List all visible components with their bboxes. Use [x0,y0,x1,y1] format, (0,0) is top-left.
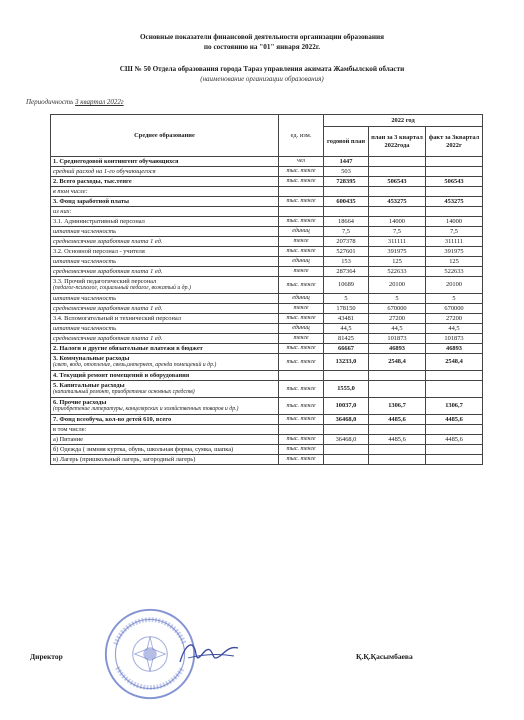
q3-fact-cell: 27200 [426,314,483,324]
unit-cell: тыс. тенге [279,217,324,227]
q3-plan-cell: 20100 [369,277,426,294]
row-note: (педагог-психолог, социальный педагог, вожатый и др.) [53,285,191,292]
table-row [51,354,483,371]
annual-plan-cell [324,455,369,465]
table-row [51,157,483,167]
row-label: среднемесячная заработная плата 1 ед. [53,267,163,275]
row-label: штатная численность [53,227,117,235]
unit-cell: тыс. тенге [279,381,324,398]
row-label: 6. Прочие расходы [53,399,107,407]
q3-plan-cell: 5 [369,294,426,304]
doc-title-line2: по состоянию на "01" января 2022г. [203,43,321,51]
table-row [51,294,483,304]
unit-cell: тенге [279,237,324,247]
q3-fact-cell [426,207,483,217]
unit-cell [279,425,324,435]
row-label-cell [51,435,279,445]
row-label: 1. Среднегодовой контингент обучающихся [53,157,179,165]
row-label-cell [51,304,279,314]
unit-cell [279,371,324,381]
unit-cell: тенге [279,267,324,277]
annual-plan-cell: 10037,0 [324,398,369,415]
row-label-cell [51,157,279,167]
table-row [51,314,483,324]
q3-plan-cell [369,187,426,197]
row-label: 3.2. Основной персонал - учителя [53,247,145,255]
annual-plan-cell: 81425 [324,334,369,344]
row-label: 3. Коммунальные расходы [53,355,130,363]
row-label-cell [51,177,279,187]
unit-cell: тенге [279,334,324,344]
unit-cell: тенге [279,304,324,314]
q3-fact-cell [426,445,483,455]
q3-fact-cell: 4485,6 [426,435,483,445]
table-row [51,344,483,354]
q3-fact-cell: 101873 [426,334,483,344]
annual-plan-cell: 1447 [324,157,369,167]
row-label-cell [51,237,279,247]
q3-plan-cell: 522633 [369,267,426,277]
row-label: штатная численность [53,257,117,265]
annual-plan-cell: 207378 [324,237,369,247]
row-label-cell [51,277,279,294]
director-label: Директор [30,652,63,661]
q3-fact-cell [426,455,483,465]
q3-fact-cell [426,381,483,398]
row-label-cell [51,415,279,425]
annual-plan-cell [324,425,369,435]
q3-plan-cell [369,381,426,398]
q3-plan-cell: 14000 [369,217,426,227]
table-row [51,277,483,294]
annual-plan-cell: 10689 [324,277,369,294]
unit-cell: тыс. тенге [279,197,324,207]
annual-plan-cell [324,371,369,381]
row-label: 3.3. Прочий педагогический персонал [53,278,157,286]
annual-plan-cell: 503 [324,167,369,177]
row-label: штатная численность [53,324,117,332]
row-label: а) Питание [53,435,83,443]
q3-plan-cell: 670000 [369,304,426,314]
unit-cell: тыс. тенге [279,455,324,465]
table-row [51,371,483,381]
header-annual-plan: годовой план [324,127,369,157]
annual-plan-cell: 5 [324,294,369,304]
header-q3-plan: план за 3 квартал 2022года [369,127,426,157]
q3-plan-cell: 4485,6 [369,435,426,445]
unit-cell: тыс. тенге [279,415,324,425]
row-label: в том числе: [53,425,87,433]
q3-fact-cell: 4485,6 [426,415,483,425]
table-row [51,435,483,445]
table-row [51,207,483,217]
annual-plan-cell: 527601 [324,247,369,257]
q3-plan-cell [369,445,426,455]
table-row [51,227,483,237]
row-label: 7. Фонд всеобуча, кол-во детей 610, всего [53,415,172,423]
annual-plan-cell: 600435 [324,197,369,207]
row-label-cell [51,257,279,267]
row-label-cell [51,167,279,177]
unit-cell: тыс. тенге [279,398,324,415]
q3-fact-cell: 44,5 [426,324,483,334]
table-row [51,257,483,267]
table-row [51,381,483,398]
row-label: средний расход на 1-го обучающегося [53,167,156,175]
row-label: среднемесячная заработная плата 1 ед. [53,334,163,342]
q3-plan-cell: 7,5 [369,227,426,237]
q3-fact-cell: 522633 [426,267,483,277]
table-row [51,415,483,425]
annual-plan-cell: 13233,0 [324,354,369,371]
unit-cell: единиц [279,227,324,237]
signature-mark [176,636,242,670]
row-label-cell [51,354,279,371]
q3-plan-cell [369,167,426,177]
annual-plan-cell: 18664 [324,217,369,227]
q3-plan-cell: 46893 [369,344,426,354]
row-label-cell [51,381,279,398]
q3-plan-cell [369,371,426,381]
row-label-cell [51,227,279,237]
row-label-cell [51,455,279,465]
table-row [51,217,483,227]
annual-plan-cell: 287364 [324,267,369,277]
doc-title-line1: Основные показатели финансовой деятельности организации образования [139,33,385,41]
q3-fact-cell: 2548,4 [426,354,483,371]
unit-cell: тыс. тенге [279,277,324,294]
row-label: 3.4. Вспомогательный и технический персонал [53,314,181,322]
row-label: в) Лагерь (пришкольный лагерь, загородный лагерь) [53,455,196,463]
organization-name: СШ № 50 Отдела образования города Тараз управления акимата Жамбылской области [119,65,405,73]
q3-fact-cell: 506543 [426,177,483,187]
periodicity [26,98,124,106]
unit-cell: чел [279,157,324,167]
q3-fact-cell: 7,5 [426,227,483,237]
periodicity-label: Периодичность [26,98,74,106]
table-row [51,455,483,465]
q3-plan-cell [369,425,426,435]
table-row [51,237,483,247]
annual-plan-cell: 36468,0 [324,435,369,445]
row-label-cell [51,294,279,304]
q3-plan-cell: 4485,6 [369,415,426,425]
q3-fact-cell [426,167,483,177]
row-label-cell [51,371,279,381]
table-row [51,324,483,334]
unit-cell: тыс. тенге [279,177,324,187]
q3-plan-cell: 311111 [369,237,426,247]
row-label-cell [51,344,279,354]
table-row [51,398,483,415]
annual-plan-cell: 178150 [324,304,369,314]
table-row [51,267,483,277]
row-label-cell [51,314,279,324]
row-label-cell [51,267,279,277]
q3-fact-cell: 670000 [426,304,483,314]
q3-plan-cell: 44,5 [369,324,426,334]
q3-fact-cell: 311111 [426,237,483,247]
row-label: 3. Фонд заработной платы [53,197,130,205]
row-label: 3.1. Административный персонал [53,217,145,225]
unit-cell [279,187,324,197]
row-label-cell [51,324,279,334]
annual-plan-cell: 43481 [324,314,369,324]
annual-plan-cell: 44,5 [324,324,369,334]
q3-plan-cell: 27200 [369,314,426,324]
table-row [51,167,483,177]
annual-plan-cell: 36468,0 [324,415,369,425]
table-row [51,304,483,314]
row-label-cell [51,425,279,435]
table-row [51,334,483,344]
annual-plan-cell [324,207,369,217]
table-row [51,197,483,207]
organization-caption: (наименование организации образования) [200,75,324,83]
header-unit: ед. изм. [279,115,324,157]
q3-fact-cell: 14000 [426,217,483,227]
row-label-cell [51,187,279,197]
unit-cell: тыс. тенге [279,354,324,371]
header-q3-fact: факт за 3квартал 2022г [426,127,483,157]
periodicity-value: 3 квартал 2022г [75,98,124,106]
row-label: среднемесячная заработная плата 1 ед. [53,237,163,245]
header-name: Среднее образование [51,115,279,157]
q3-plan-cell [369,455,426,465]
table-row [51,445,483,455]
table-row [51,177,483,187]
q3-plan-cell: 2548,4 [369,354,426,371]
q3-plan-cell: 125 [369,257,426,267]
annual-plan-cell: 7,5 [324,227,369,237]
row-label: б) Одежда ( зимняя куртка, обувь, школьная форма, сумка, шапка) [53,445,234,453]
financial-table [50,114,483,465]
row-label-cell [51,247,279,257]
row-label: в том числе: [53,187,88,195]
unit-cell: тыс. тенге [279,435,324,445]
row-label: 2. Всего расходы, тыс.тенге [53,177,132,185]
q3-plan-cell: 391975 [369,247,426,257]
header-year: 2022 год [324,115,483,127]
q3-fact-cell [426,187,483,197]
q3-fact-cell: 5 [426,294,483,304]
unit-cell: единиц [279,257,324,267]
table-row [51,247,483,257]
row-label: среднемесячная заработная плата 1 ед. [53,304,163,312]
row-note: (капитальный ремонт, приобретение основных средств) [53,389,195,396]
row-label-cell [51,334,279,344]
annual-plan-cell: 1555,0 [324,381,369,398]
annual-plan-cell [324,445,369,455]
row-label-cell [51,197,279,207]
q3-plan-cell: 1306,7 [369,398,426,415]
q3-plan-cell: 506543 [369,177,426,187]
row-label: штатная численность [53,294,117,302]
row-label-cell [51,217,279,227]
annual-plan-cell: 153 [324,257,369,267]
unit-cell: тыс. тенге [279,314,324,324]
q3-plan-cell: 101873 [369,334,426,344]
row-label-cell [51,207,279,217]
q3-fact-cell: 20100 [426,277,483,294]
row-label-cell [51,398,279,415]
q3-plan-cell: 453275 [369,197,426,207]
q3-fact-cell: 391975 [426,247,483,257]
q3-fact-cell: 1306,7 [426,398,483,415]
q3-fact-cell: 125 [426,257,483,267]
q3-fact-cell [426,425,483,435]
table-row [51,187,483,197]
unit-cell: тыс. тенге [279,167,324,177]
director-name: Қ.Қ.Қасымбаева [356,652,413,661]
q3-fact-cell: 453275 [426,197,483,207]
annual-plan-cell: 66667 [324,344,369,354]
row-note: (приобретение литературы, канцелярских и хозяйственных товаров и др.) [53,406,239,413]
table-row [51,425,483,435]
q3-plan-cell [369,157,426,167]
row-note: (свет, вода, отопление, связь,интернет, аренда помещений и др.) [53,362,217,369]
unit-cell [279,207,324,217]
annual-plan-cell: 728395 [324,177,369,187]
unit-cell: единиц [279,324,324,334]
row-label: 5. Капитальные расходы [53,382,125,390]
unit-cell: единиц [279,294,324,304]
unit-cell: тыс. тенге [279,445,324,455]
row-label: 2. Налоги и другие обязательные платежи в бюджет [53,344,203,352]
q3-fact-cell [426,157,483,167]
row-label-cell [51,445,279,455]
q3-fact-cell [426,371,483,381]
unit-cell: тыс. тенге [279,247,324,257]
q3-fact-cell: 46893 [426,344,483,354]
q3-plan-cell [369,207,426,217]
annual-plan-cell [324,187,369,197]
table-body [51,157,483,465]
unit-cell: тыс. тенге [279,344,324,354]
row-label: из них: [53,207,72,215]
row-label: 4. Текущий ремонт помещений и оборудования [53,371,190,379]
